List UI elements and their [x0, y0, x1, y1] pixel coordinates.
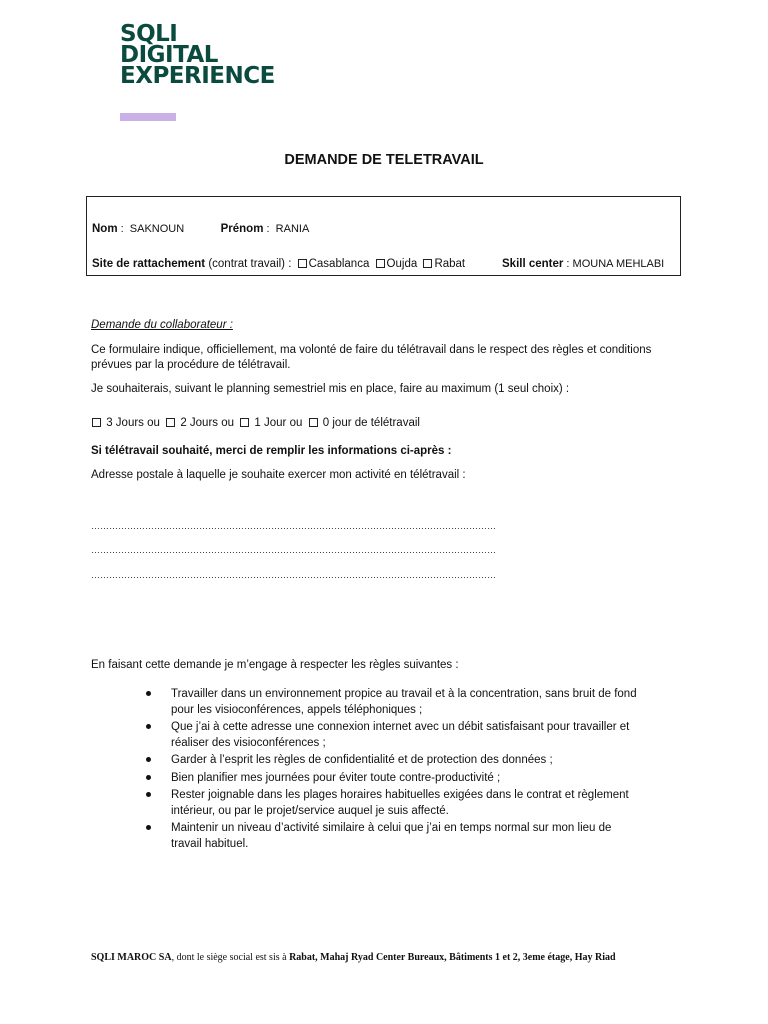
prenom-value[interactable]: RANIA — [275, 223, 310, 235]
request-paragraph-1: Ce formulaire indique, officiellement, ma volonté de faire du télétravail dans le respect des règles et conditions prévues par la procédure de télétravail. — [91, 344, 652, 371]
option-2-days: 2 Jours ou — [180, 417, 235, 429]
checkbox-oujda[interactable] — [376, 259, 385, 268]
name-row: Nom : SAKNOUN Prénom : RANIA — [92, 223, 310, 235]
bullet-icon — [146, 724, 151, 729]
nom-label: Nom — [92, 223, 118, 235]
site-row — [92, 258, 465, 270]
checkbox-3-days[interactable] — [92, 418, 101, 427]
list-item: Bien planifier mes journées pour éviter toute contre-productivité ; — [150, 771, 640, 787]
prenom-label: Prénom — [220, 223, 264, 235]
rules-list — [150, 687, 640, 854]
address-line-3[interactable]: ……………………………………………………………………………………………………………………… — [91, 570, 496, 580]
bullet-icon — [146, 792, 151, 797]
skill-value[interactable]: MOUNA MEHLABI — [572, 258, 665, 270]
address-label: Adresse postale à laquelle je souhaite exercer mon activité en télétravail : — [91, 469, 466, 481]
company-logo — [120, 21, 275, 89]
skill-center: Skill center : MOUNA MEHLABI — [502, 258, 665, 270]
checkbox-0-day[interactable] — [309, 418, 318, 427]
request-heading: Demande du collaborateur : — [91, 319, 233, 331]
bullet-icon — [146, 775, 151, 780]
list-item: Maintenir un niveau d’activité similaire à celui que j’ai en temps normal sur mon lieu de travail habituel. — [150, 821, 640, 852]
rules-intro: En faisant cette demande je m’engage à respecter les règles suivantes : — [91, 659, 459, 671]
logo-accent-bar — [120, 113, 176, 121]
bullet-icon — [146, 825, 151, 830]
if-telework-heading: Si télétravail souhaité, merci de remplir les informations ci-après : — [91, 445, 452, 457]
site-rabat: Rabat — [434, 258, 466, 270]
document-title: DEMANDE DE TELETRAVAIL — [284, 152, 484, 168]
footer — [91, 952, 616, 963]
checkbox-casablanca[interactable] — [298, 259, 307, 268]
nom-value[interactable]: SAKNOUN — [129, 223, 185, 235]
site-oujda: Oujda — [386, 258, 418, 270]
footer-address: Rabat, Mahaj Ryad Center Bureaux, Bâtiments 1 et 2, 3eme étage, Hay Riad — [289, 952, 616, 963]
list-item: Rester joignable dans les plages horaires habituelles exigées dans le contrat et règlement intérieur, ou par le projet/service auquel je suis affecté. — [150, 788, 640, 819]
list-item: Travailler dans un environnement propice au travail et à la concentration, sans bruit de fond pour les visioconférences, appels téléphoniques ; — [150, 687, 640, 718]
option-3-days: 3 Jours ou — [106, 417, 160, 429]
option-1-day: 1 Jour ou — [254, 417, 303, 429]
request-paragraph-2: Je souhaiterais, suivant le planning semestriel mis en place, faire au maximum (1 seul choix) : — [91, 383, 570, 395]
logo-line-3: EXPERIENCE — [120, 63, 275, 89]
site-casablanca: Casablanca — [308, 258, 370, 270]
bullet-icon — [146, 757, 151, 762]
employee-info-box — [86, 196, 681, 276]
bullet-icon — [146, 691, 151, 696]
logo-line-2: DIGITAL — [120, 42, 218, 68]
address-line-1[interactable]: ……………………………………………………………………………………………………………………… — [91, 521, 496, 531]
list-item: Que j’ai à cette adresse une connexion internet avec un débit satisfaisant pour travailler et réaliser des visioconférences ; — [150, 720, 640, 751]
logo-line-1: SQLI — [120, 21, 178, 47]
footer-company: SQLI MAROC SA — [91, 952, 172, 963]
list-item: Garder à l’esprit les règles de confidentialité et de protection des données ; — [150, 753, 640, 769]
site-note: (contrat travail) : — [208, 258, 292, 270]
site-label: Site de rattachement — [92, 258, 206, 270]
days-options — [91, 416, 686, 431]
skill-label: Skill center — [502, 258, 564, 270]
checkbox-rabat[interactable] — [423, 259, 432, 268]
checkbox-1-day[interactable] — [240, 418, 249, 427]
option-0-day: 0 jour de télétravail — [322, 417, 420, 429]
address-line-2[interactable]: ……………………………………………………………………………………………………………………… — [91, 545, 496, 555]
footer-middle: , dont le siège social est sis à — [171, 952, 290, 963]
checkbox-2-days[interactable] — [166, 418, 175, 427]
